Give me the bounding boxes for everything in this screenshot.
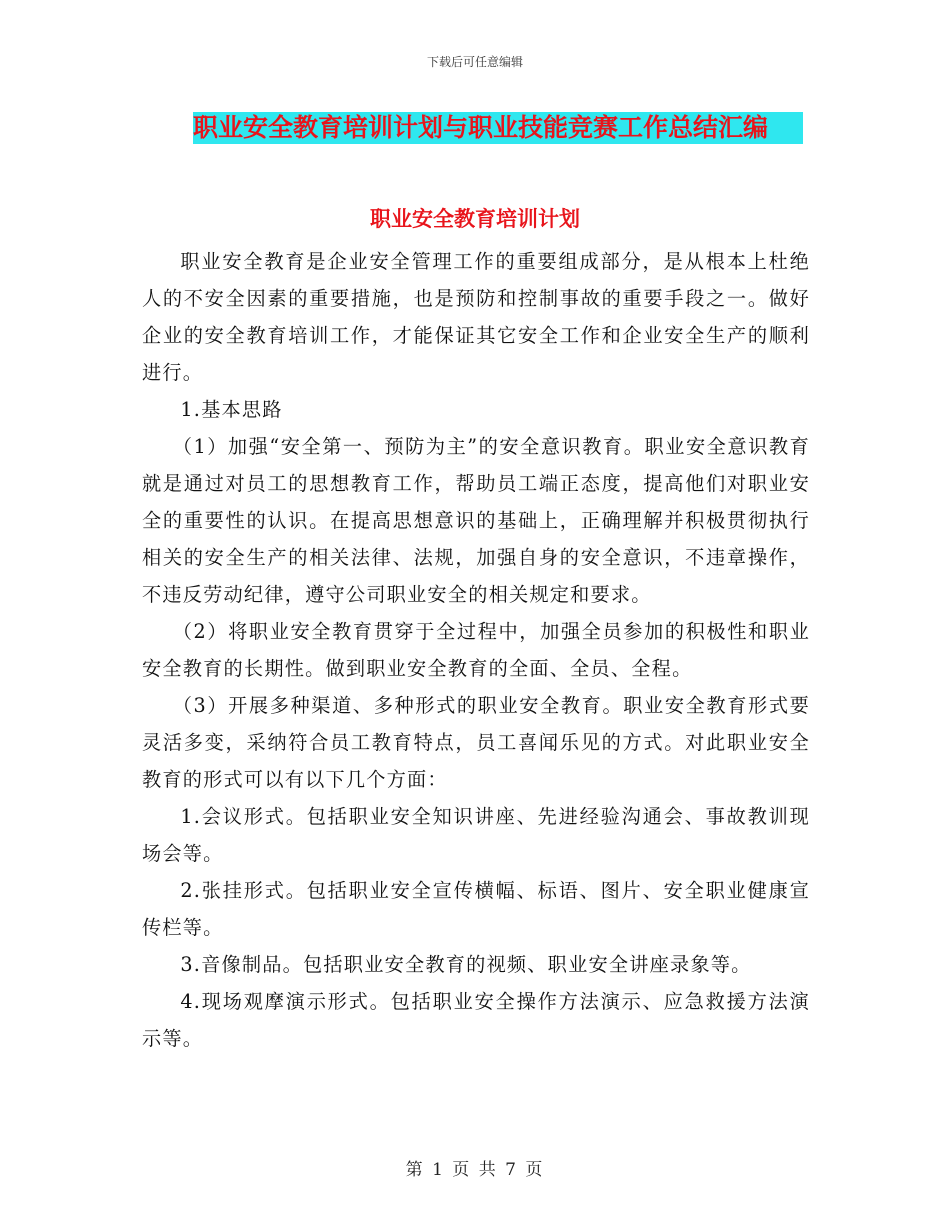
paragraph-form-posting: 2.张挂形式。包括职业安全宣传横幅、标语、图片、安全职业健康宣传栏等。	[142, 879, 810, 939]
paragraph-form-av: 3.音像制品。包括职业安全教育的视频、职业安全讲座录象等。	[180, 953, 752, 976]
section-title: 职业安全教育培训计划	[370, 207, 580, 231]
paragraph-item-3: （3）开展多种渠道、多种形式的职业安全教育。职业安全教育形式要灵活多变，采纳符合员工教育特点，员工喜闻乐见的方式。对此职业安全教育的形式可以有以下几个方面：	[142, 694, 810, 791]
document-body	[142, 243, 810, 1057]
document-main-title: 职业安全教育培训计划与职业技能竞赛工作总结汇编	[193, 112, 803, 144]
paragraph-form-meeting: 1.会议形式。包括职业安全知识讲座、先进经验沟通会、事故教训现场会等。	[142, 805, 810, 865]
page-footer: 第 1 页 共 7 页	[405, 1160, 545, 1180]
paragraph-item-1: （1）加强“安全第一、预防为主”的安全意识教育。职业安全意识教育就是通过对员工的思想教育工作，帮助员工端正态度，提高他们对职业安全的重要性的认识。在提高思想意识的基础上，正确理解并积极贯彻执行相关的安全生产的相关法律、法规，加强自身的安全意识，不违章操作，不违反劳动纪律，遵守公司职业安全的相关规定和要求。	[142, 435, 810, 606]
paragraph-basic-idea-heading: 1.基本思路	[180, 398, 283, 421]
paragraph-item-2: （2）将职业安全教育贯穿于全过程中，加强全员参加的积极性和职业安全教育的长期性。做到职业安全教育的全面、全员、全程。	[142, 620, 810, 680]
paragraph-intro: 职业安全教育是企业安全管理工作的重要组成部分，是从根本上杜绝人的不安全因素的重要措施，也是预防和控制事故的重要手段之一。做好企业的安全教育培训工作，才能保证其它安全工作和企业安全生产的顺利进行。	[142, 250, 810, 384]
header-note: 下载后可任意编辑	[426, 55, 523, 69]
paragraph-form-demo: 4.现场观摩演示形式。包括职业安全操作方法演示、应急救援方法演示等。	[142, 990, 810, 1050]
